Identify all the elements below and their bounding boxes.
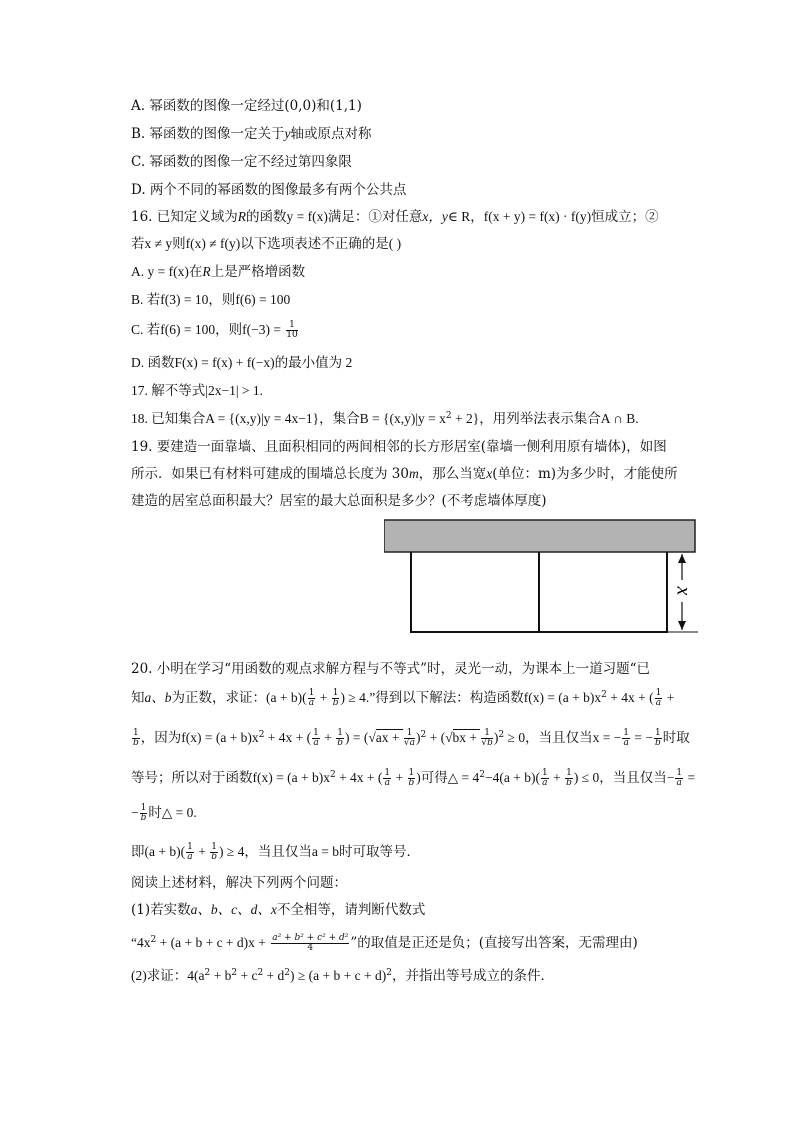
- q20-line10: (2)求证：$4(a^2 + b^2 + c^2 + d^2) \ge (a + b + c + d)^2$，并指出等号成立的条件．: [131, 968, 554, 984]
- q20-line8: (1)若实数a、b、c、d、x不全相等，请判断代数式: [131, 902, 426, 918]
- q19-line2: 所示．如果已有材料可建成的围墙总长度为 30m，那么当宽x(单位：m)为多少时，才能使所: [131, 466, 678, 482]
- q18: 18. 已知集合A = {(x,y)|y = 4x−1}，集合$B = \{(x,y)|y = x^2 + 2\}$，用列举法表示集合A ∩ B.: [131, 411, 639, 426]
- q16-stem-line2: 若x ≠ y则f(x) ≠ f(y)以下选项表述不正确的是( ): [131, 236, 402, 251]
- q16-option-b: B. 若f(3) = 10，则f(6) = 100: [131, 292, 291, 307]
- q20-line7: 阅读上述材料，解决下列两个问题：: [131, 875, 347, 891]
- q20-line4: 等号；所以对于函数$f(x) = (a + b)x^2 + 4x$ + ( $\frac{1}{a}$ + $\frac{1}{b}$ )可得△ = $4^2-4(a + b)$( $\frac{1}{a}$ + $\frac{1}{b}$ ) ≤ 0，当且仅当− $\frac{1}{a}$ =: [131, 768, 696, 788]
- q16-option-a: A. y = f(x)在R上是严格增函数: [131, 264, 306, 280]
- q15-option-c: C. 幂函数的图像一定不经过第四象限: [131, 154, 352, 170]
- arrow-up-icon: [678, 554, 686, 563]
- q20-line6: 即(a + b)( $\frac{1}{a}$ + $\frac{1}{b}$ ) ≥ 4，当且仅当a = b时可取等号．: [131, 842, 420, 862]
- q15-option-b: B. 幂函数的图像一定关于y轴或原点对称: [131, 126, 372, 142]
- q19-line1: 19. 要建造一面靠墙、且面积相同的两间相邻的长方形居室(靠墙一侧利用原有墙体)，如图: [131, 439, 667, 455]
- q17: 17. 解不等式|2x−1| > 1.: [131, 383, 264, 398]
- width-label: x: [672, 586, 695, 596]
- q19-line3: 建造的居室总面积最大？居室的最大总面积是多少？(不考虑墙体厚度): [131, 493, 547, 509]
- q20-line9: “$4x^2 + (a + b + c + d)x$ + $\frac{\text{a² + b² + c² + d²}}{4}$ ”的取值是正还是负；(直接写出答案，无需理由): [131, 933, 638, 953]
- q16-option-c: C. 若f(6) = 100，则f(−3) = $\frac{1}{10}$: [131, 320, 298, 340]
- q20-line5: − $\frac{1}{b}$ 时△ = 0.: [131, 803, 197, 823]
- q20-line2: 知a、b为正数，求证：(a + b)( $\frac{1}{a}$ + $\frac{1}{b}$ ) ≥ 4.”得到以下解法：构造函数$f(x) = (a + b)x^2 + 4x$ + ( $\frac{1}{a}$ +: [131, 688, 675, 708]
- arrow-down-icon: [678, 621, 686, 630]
- q15-option-d: D. 两个不同的幂函数的图像最多有两个公共点: [131, 182, 407, 198]
- rooms-diagram: [384, 519, 698, 635]
- q20-line1: 20. 小明在学习“用函数的观点求解方程与不等式”时，灵光一动，为课本上一道习题“已: [131, 661, 650, 677]
- fraction: $\frac{1}{10}$: [286, 320, 298, 340]
- existing-wall: [384, 520, 695, 552]
- q15-option-a: A. 幂函数的图像一定经过(0,0)和(1,1): [131, 98, 362, 114]
- q16-option-d: D. 函数F(x) = f(x) + f(−x)的最小值为 2: [131, 355, 353, 370]
- q16-stem-line1: 16. 已知定义域为R的函数y = f(x)满足：①对任意x，y∈ R，f(x + y) = f(x) · f(y)恒成立；②: [131, 209, 659, 225]
- q20-line3: $\frac{1}{b}$ ，因为$f(x) = (a + b)x^2 + 4x$ + ( $\frac{1}{a}$ + $\frac{1}{b}$ ) = (√ax + $\frac{1}{√a}$ )$^2$ + (√bx + $\frac{1}{√b}$ )$^2$ ≥ 0，当且仅当x = − $\frac{1}{a}$ = − $\frac{1}{b}$ 时取: [132, 728, 690, 748]
